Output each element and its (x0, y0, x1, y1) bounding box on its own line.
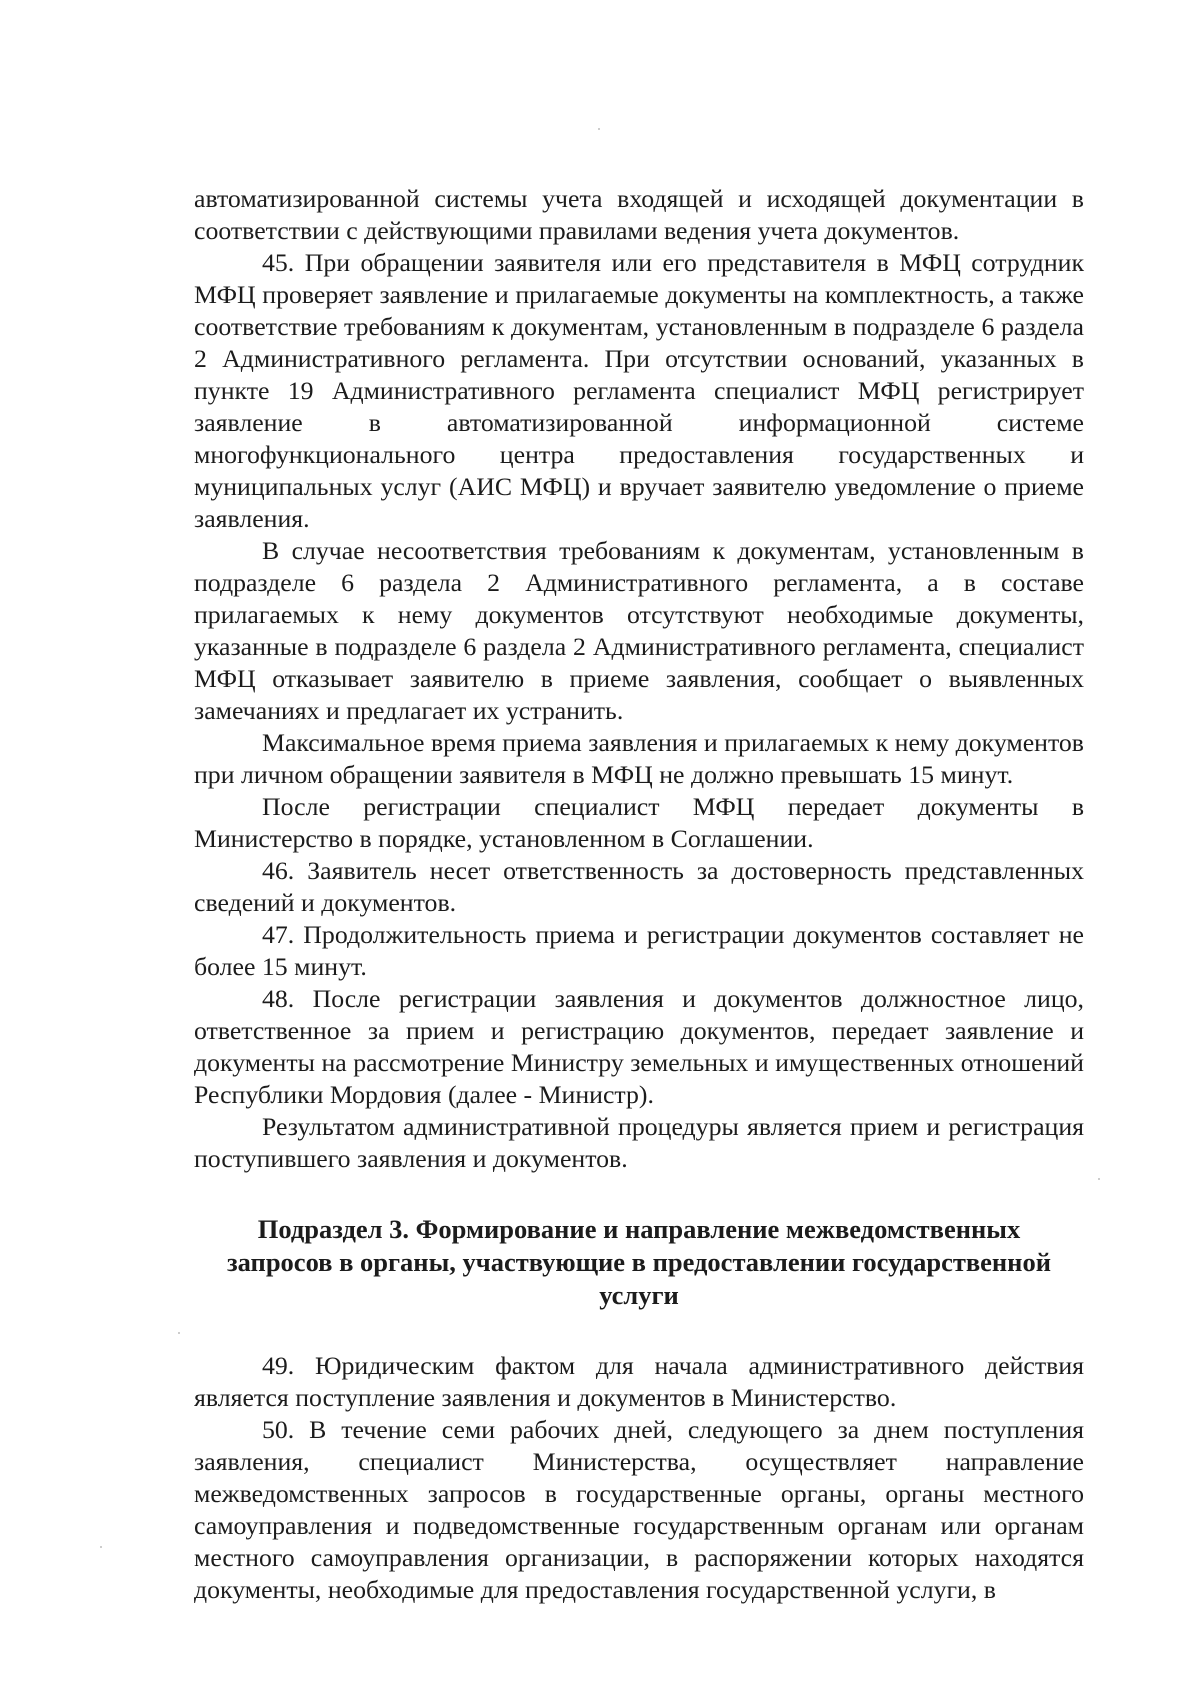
paragraph-max-time: Максимальное время приема заявления и прилагаемых к нему документов при личном обращении заявителя в МФЦ не должно превышать 15 минут. (194, 728, 1084, 789)
scan-speck (100, 1546, 102, 1548)
scan-speck (1098, 1178, 1100, 1180)
paragraph-after-registration: После регистрации специалист МФЦ передает документы в Министерство в порядке, установленном в Соглашении. (194, 792, 1084, 853)
paragraph-item-50: 50. В течение семи рабочих дней, следующего за днем поступления заявления, специалист Министерства, осуществляет направление межведомственных запросов в государственные органы, органы местного самоуправления и подведомственные государственным органам или органам местного самоуправления организации, в распоряжении которых находятся документы, необходимые для предоставления государственной услуги, в (194, 1415, 1084, 1604)
document-body (194, 183, 1084, 1606)
paragraph-item-46: 46. Заявитель несет ответственность за достоверность представленных сведений и документов. (194, 856, 1084, 917)
paragraph-nonconformity: В случае несоответствия требованиям к документам, установленным в подразделе 6 раздела 2 Административного регламента, а в составе прилагаемых к нему документов отсутствуют необходимые документы, указанные в подразделе 6 раздела 2 Административного регламента, специалист МФЦ отказывает заявителю в приеме заявления, сообщает о выявленных замечаниях и предлагает их устранить. (194, 536, 1084, 725)
paragraph-item-45: 45. При обращении заявителя или его представителя в МФЦ сотрудник МФЦ проверяет заявление и прилагаемые документы на комплектность, а также соответствие требованиям к документам, установленным в подразделе 6 раздела 2 Административного регламента. При отсутствии оснований, указанных в пункте 19 Административного регламента специалист МФЦ регистрирует заявление в автоматизированной информационной системе многофункционального центра предоставления государственных и муниципальных услуг (АИС МФЦ) и вручает заявителю уведомление о приеме заявления. (194, 248, 1084, 533)
scan-speck (598, 128, 600, 130)
scan-speck (178, 1332, 180, 1334)
section-heading: Подраздел 3. Формирование и направление межведомственных запросов в органы, участвующие в предоставлении государственной услуги (227, 1214, 1051, 1310)
paragraph-item-49: 49. Юридическим фактом для начала административного действия является поступление заявления и документов в Министерство. (194, 1351, 1084, 1412)
paragraph-item-47: 47. Продолжительность приема и регистрации документов составляет не более 15 минут. (194, 920, 1084, 981)
paragraph-item-48: 48. После регистрации заявления и документов должностное лицо, ответственное за прием и регистрацию документов, передает заявление и документы на рассмотрение Министру земельных и имущественных отношений Республики Мордовия (далее - Министр). (194, 984, 1084, 1109)
paragraph-result: Результатом административной процедуры является прием и регистрация поступившего заявления и документов. (194, 1112, 1084, 1173)
paragraph-continuation: автоматизированной системы учета входящей и исходящей документации в соответствии с действующими правилами ведения учета документов. (194, 184, 1084, 245)
